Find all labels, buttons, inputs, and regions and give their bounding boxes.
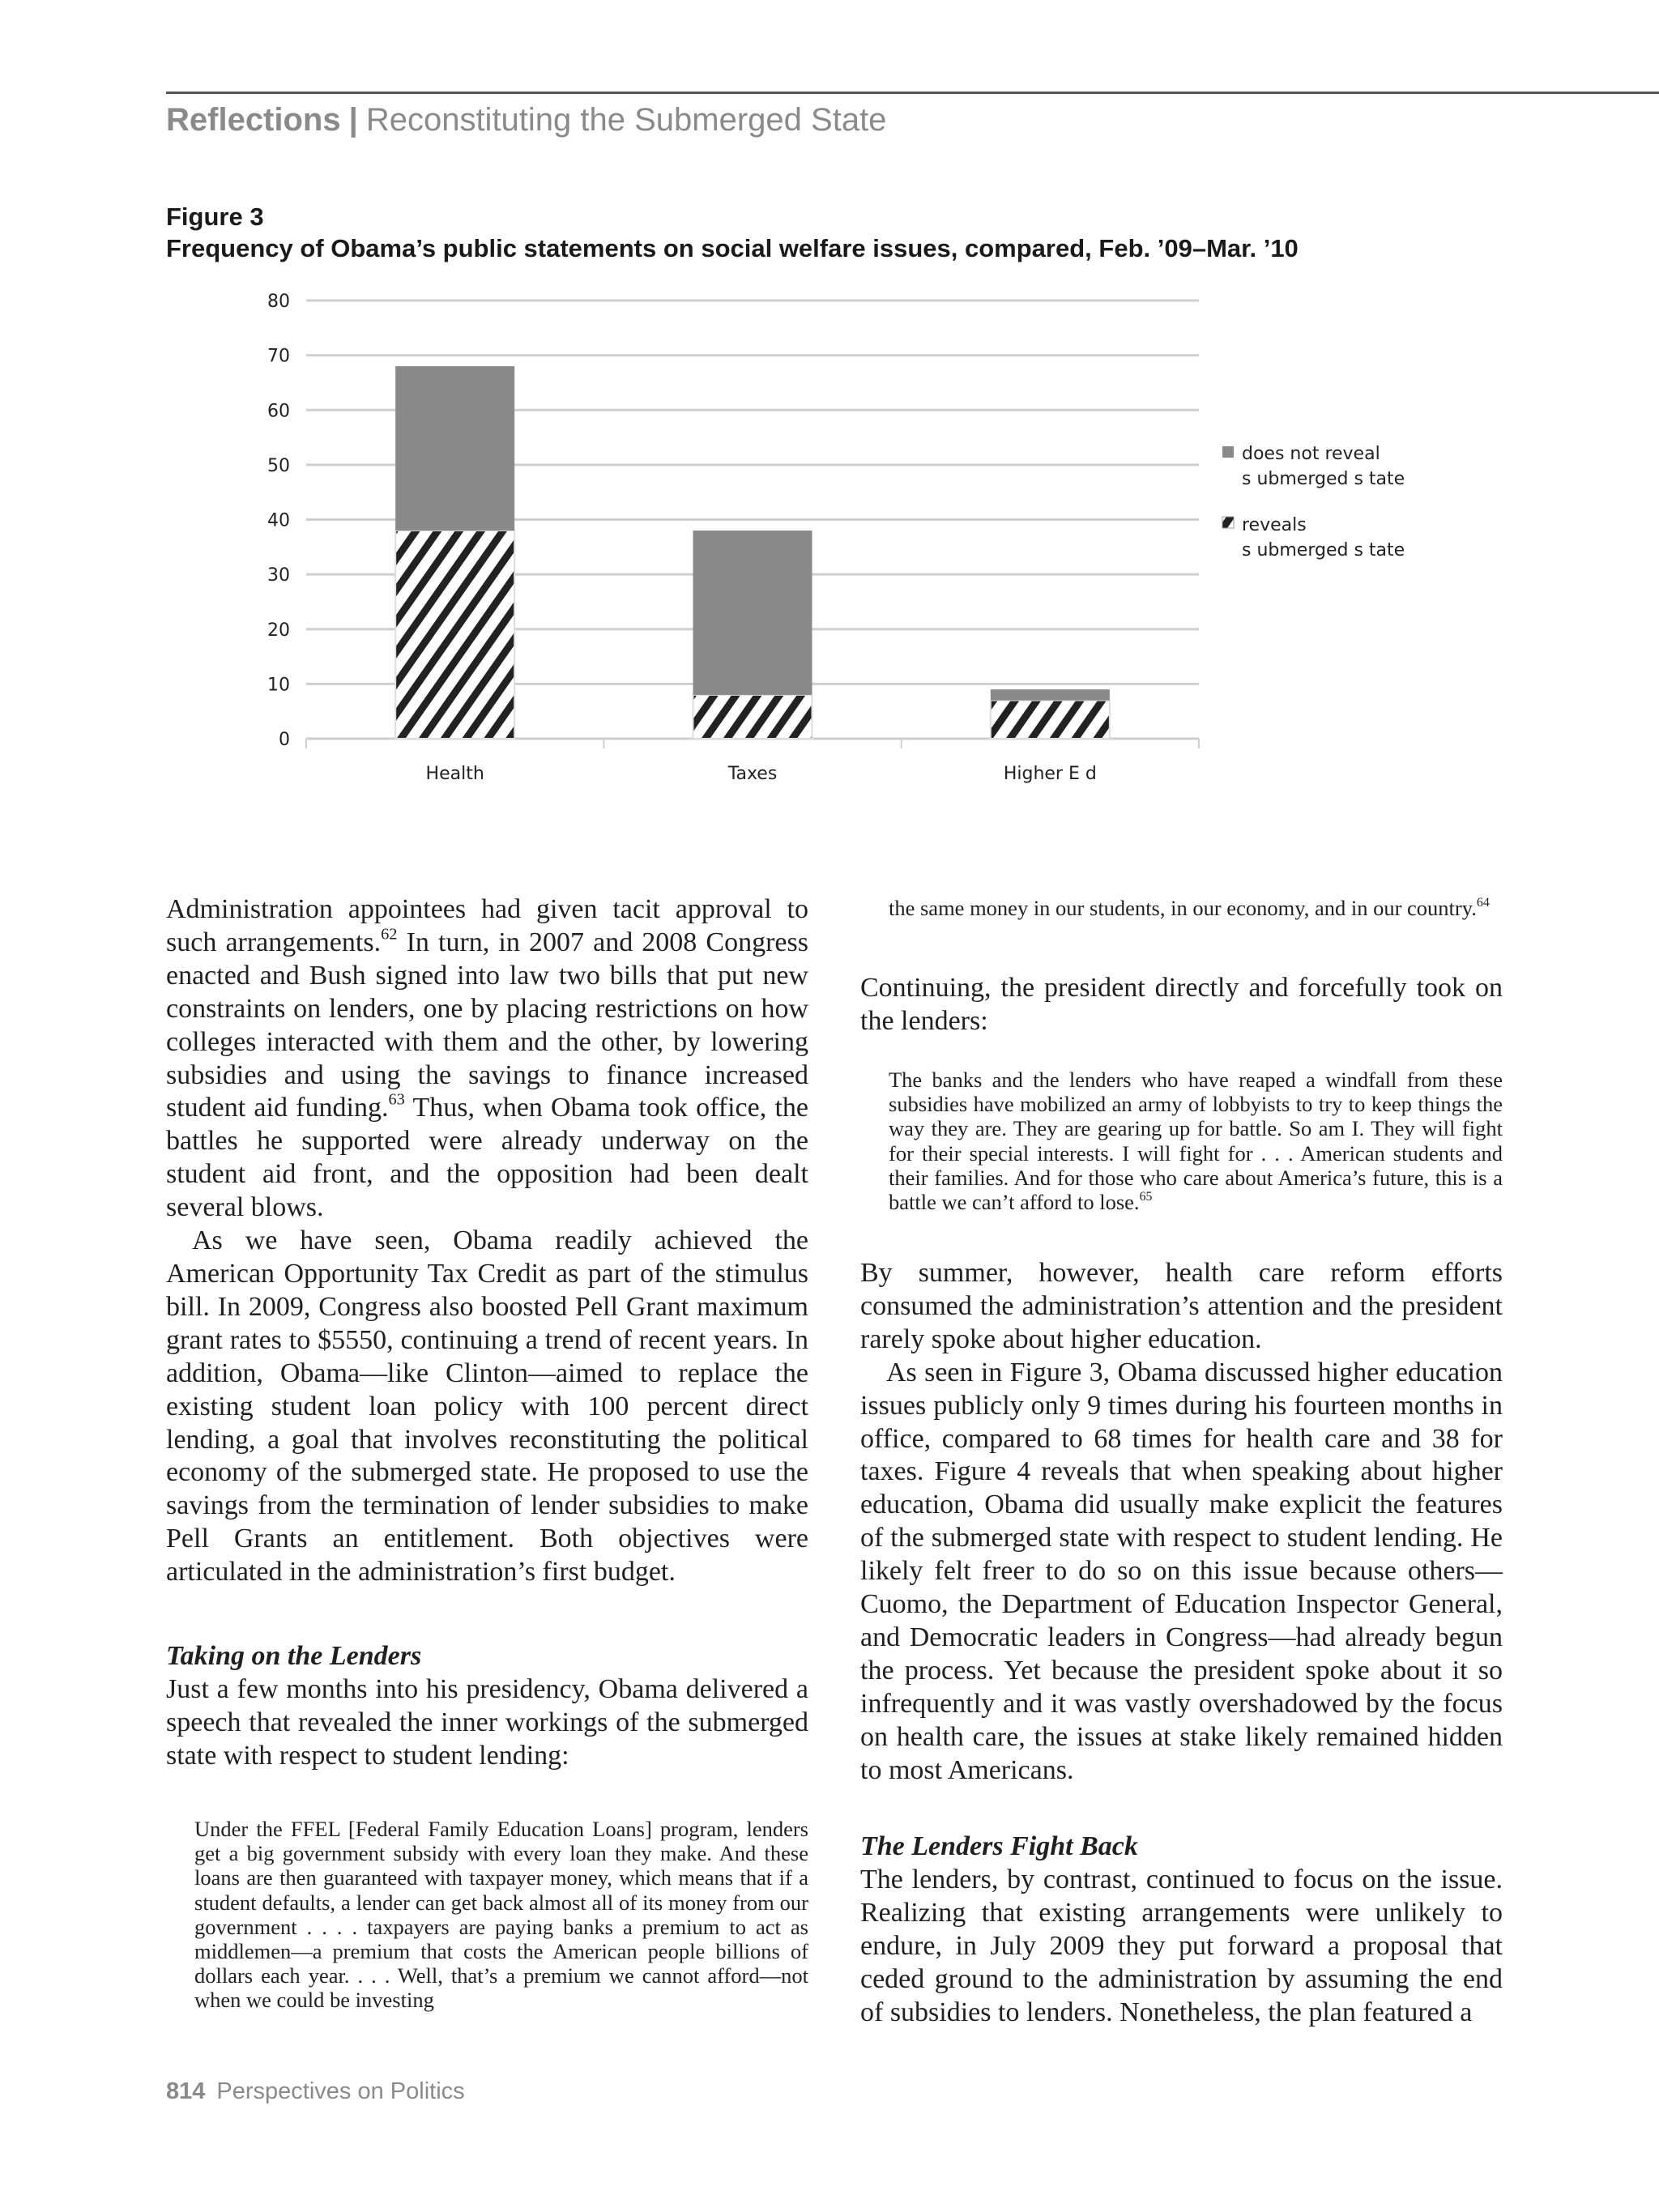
journal-name: Perspectives on Politics <box>216 2078 465 2104</box>
bar-segment-does-not-reveal <box>693 531 812 695</box>
section-heading: The Lenders Fight Back <box>860 1831 1138 1861</box>
bar-segment-does-not-reveal <box>991 689 1110 701</box>
footnote-ref: 62 <box>381 925 398 944</box>
y-tick-label: 80 <box>267 292 290 312</box>
footnote-ref: 64 <box>1476 895 1490 910</box>
legend-label: does not reveal <box>1242 444 1380 464</box>
text: In turn, in 2007 and 2008 Congress enacted and Bush signed into law two bills that put new constraints on lenders, one by placing restrictions on how colleges interacted with them and the other, by lowering subsidies and using the savings to finance increased student aid funding. <box>166 927 808 1123</box>
legend-swatch-does-not-reveal <box>1222 446 1234 458</box>
figure-label: Figure 3 <box>166 202 264 231</box>
y-tick-label: 30 <box>267 565 290 586</box>
y-tick-label: 10 <box>267 675 290 696</box>
x-tick-label: Higher E d <box>1003 764 1097 784</box>
block-quote: Under the FFEL [Federal Family Education Loans] program, lenders get a big government subsidy with every loan they make. And these loans are then guaranteed with taxpayer money, which means that if a student defaults, a lender can get back almost all of its money from our government . . . . taxpayers are paying banks a premium to act as middlemen—a premium that costs the American people billions of dollars each year. . . . Well, that’s a premium we cannot afford—not when we could be investing <box>194 1817 808 2013</box>
section-heading: Taking on the Lenders <box>166 1641 422 1671</box>
paragraph: Just a few months into his presidency, Obama delivered a speech that revealed the inner workings of the submerged state with respect to student lending: <box>166 1673 808 1771</box>
legend-label: s ubmerged s tate <box>1242 469 1405 489</box>
y-tick-label: 20 <box>267 620 290 641</box>
paragraph: The lenders, by contrast, continued to focus on the issue. Realizing that existing arrangements were unlikely to endure, in July 2009 they put forward a proposal that ceded ground to the administration by assuming the end of subsidies to lenders. Nonetheless, the plan featured a <box>860 1864 1503 2027</box>
text: The banks and the lenders who have reaped a windfall from these subsidies have mobilized an army of lobbyists to try to keep things the way they are. They are gearing up for battle. So am I. They will fight for their special interests. I will fight for . . . American students and their families. And for those who care about America’s future, this is a battle we can’t afford to lose. <box>889 1068 1503 1215</box>
figure-caption: Frequency of Obama’s public statements on social welfare issues, compared, Feb. ’09–Mar. ’10 <box>166 234 1299 262</box>
header-separator: | <box>348 102 358 138</box>
page-number: 814 <box>166 2078 206 2104</box>
text: Administration appointees had given tacit approval to such arrangements. <box>166 894 808 957</box>
article-title: Reconstituting the Submerged State <box>365 102 887 138</box>
left-column <box>166 893 808 1589</box>
block-quote <box>860 896 1503 920</box>
paragraph: By summer, however, health care reform efforts consumed the administration’s attention and the president rarely spoke about higher education. <box>860 1258 1503 1354</box>
legend-label: reveals <box>1242 515 1307 535</box>
footnote-ref: 65 <box>1139 1189 1153 1204</box>
right-column-lower <box>860 1831 1503 2029</box>
paragraph: As we have seen, Obama readily achieved the American Opportunity Tax Credit as part of the stimulus bill. In 2009, Congress also boosted Pell Grant maximum grant rates to $5550, continuing a trend of recent years. In addition, Obama—like Clinton—aimed to replace the existing student loan policy with 100 percent direct lending, a goal that involves reconstituting the political economy of the submerged state. He proposed to use the savings from the termination of lender subsidies to make Pell Grants an entitlement. Both objectives were articulated in the administration’s first budget. <box>166 1225 808 1588</box>
y-tick-label: 40 <box>267 510 290 531</box>
footnote-ref: 63 <box>388 1091 405 1110</box>
paragraph <box>166 893 808 1225</box>
y-tick-label: 50 <box>267 455 290 476</box>
bar-segment-reveals <box>395 531 514 739</box>
right-column-body <box>860 1257 1503 1788</box>
x-tick-label: Taxes <box>727 764 778 784</box>
text: Thus, when Obama took office, the battles he supported were already underway on the student aid front, and the opposition had been dealt several blows. <box>166 1093 808 1223</box>
text: the same money in our students, in our economy, and in our country. <box>889 896 1477 920</box>
paragraph: As seen in Figure 3, Obama discussed higher education issues publicly only 9 times during his fourteen months in office, compared to 68 times for health care and 38 for taxes. Figure 4 reveals that when speaking about higher education, Obama did usually make explicit the features of the submerged state with respect to student lending. He likely felt freer to do so on this issue because others—Cuomo, the Department of Education Inspector General, and Democratic leaders in Congress—had already begun the process. Yet because the president spoke about it so infrequently and it was vastly overshadowed by the focus on health care, the issues at stake likely remained hidden to most Americans. <box>860 1357 1503 1785</box>
bar-segment-does-not-reveal <box>395 366 514 531</box>
left-column-lower <box>166 1640 808 1773</box>
stacked-bar-chart <box>0 0 1659 810</box>
y-tick-label: 60 <box>267 401 290 422</box>
block-quote <box>860 1068 1503 1214</box>
paragraph: Continuing, the president directly and forcefully took on the lenders: <box>860 973 1503 1036</box>
bar-segment-reveals <box>693 695 812 739</box>
y-tick-label: 70 <box>267 346 290 367</box>
legend-swatch-reveals <box>1222 517 1234 528</box>
x-tick-label: Health <box>425 764 484 784</box>
y-tick-label: 0 <box>279 730 290 750</box>
section-name: Reflections <box>166 102 341 138</box>
page-footer <box>166 2078 465 2105</box>
bar-segment-reveals <box>991 701 1110 739</box>
legend-label: s ubmerged s tate <box>1242 540 1405 560</box>
